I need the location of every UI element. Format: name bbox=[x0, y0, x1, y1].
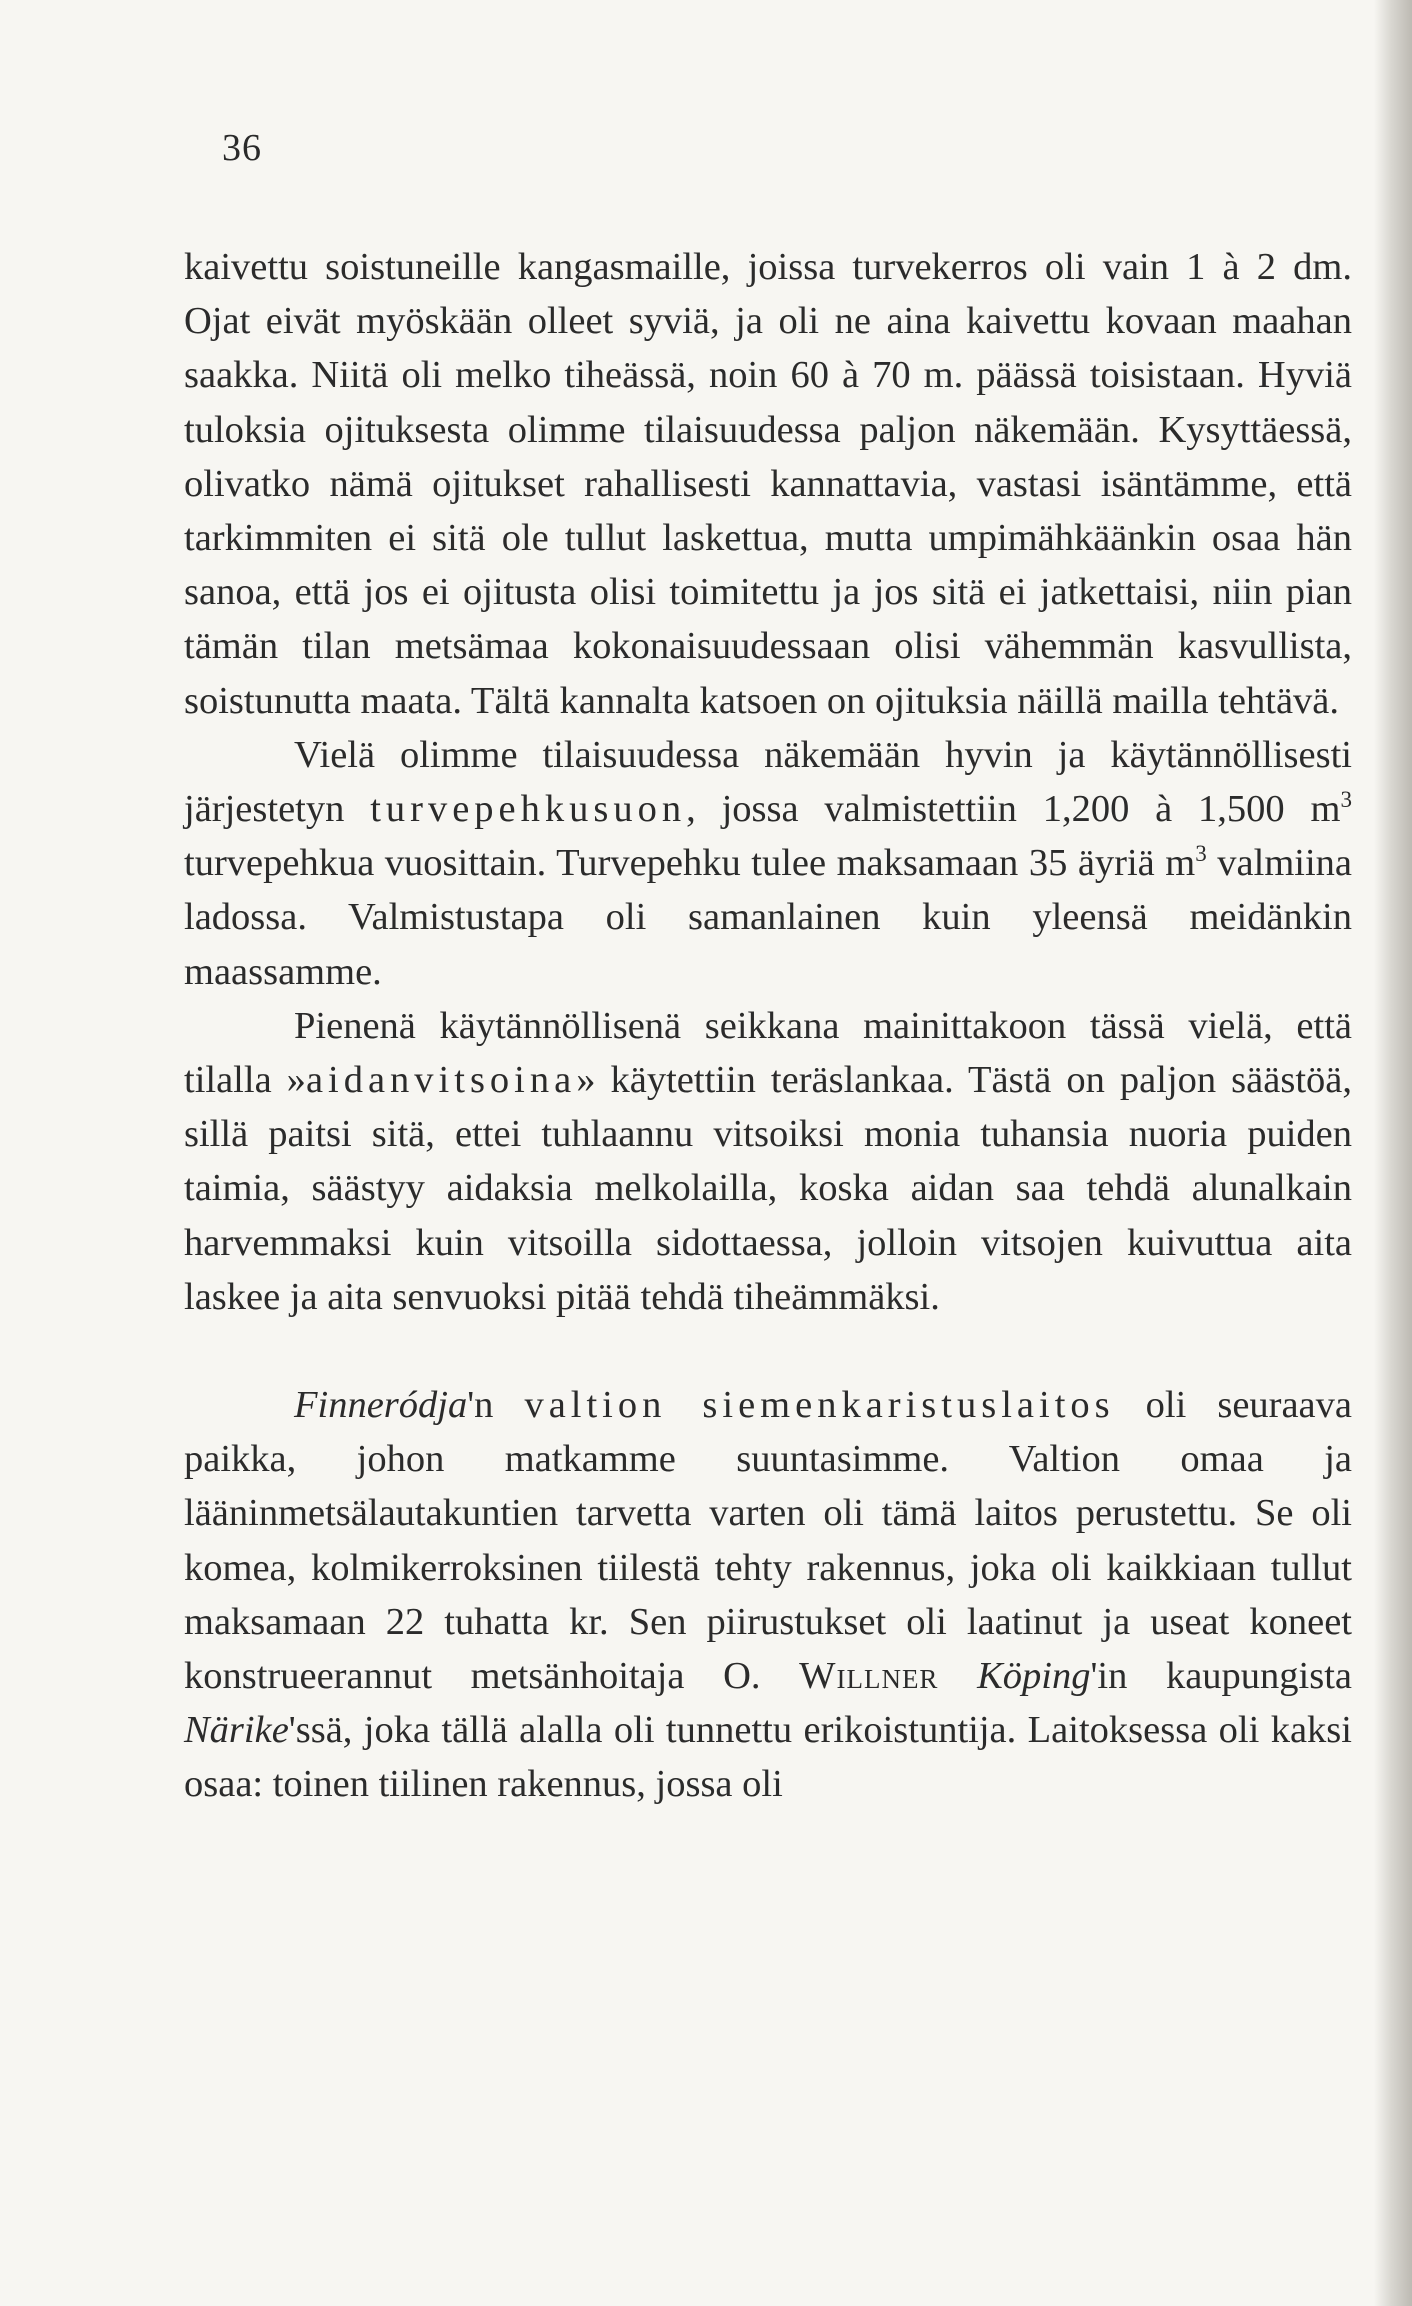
paragraph-2 bbox=[184, 728, 1352, 999]
term-turvepehkusuon: turvepehkusuon bbox=[370, 788, 687, 831]
paragraph-4-text-a: oli seuraava paikka, johon matkamme suuntasimme. Valtion omaa ja lääninmetsälautakuntien tarvetta varten oli tämä laitos perustettu. Se oli komea, kolmikerroksinen tiilestä tehty rakennus, joka oli kaikkiaan tullut maksamaan 22 tuhatta kr. Sen piirustukset oli laatinut ja useat koneet konstrueerannut metsänhoitaja O. bbox=[184, 1384, 1352, 1698]
page-number: 36 bbox=[222, 127, 262, 169]
term-siemenkaristuslaitos: valtion siemenkaristuslaitos bbox=[524, 1384, 1115, 1427]
place-name-finnerodja: Finneródja bbox=[294, 1384, 468, 1427]
person-name-willner: Willner bbox=[799, 1655, 939, 1698]
paragraph-2-text-d: valmiina ladossa. Valmistustapa oli samanlainen kuin yleensä meidänkin maassamme. bbox=[184, 842, 1353, 993]
paragraph-2-text-a: Vielä olimme tilaisuudessa näkemään hyvin ja käytännöllisesti järjestetyn bbox=[184, 733, 1352, 831]
place-name-suffix: 'n bbox=[467, 1384, 525, 1427]
paragraph-2-text-c: turvepehkua vuosittain. Turvepehku tulee maksamaan 35 äyriä m bbox=[184, 842, 1196, 885]
paragraph-gap bbox=[184, 1324, 1352, 1378]
scan-shadow-edge bbox=[1374, 0, 1412, 2306]
place-name-suffix: 'in kaupungista bbox=[1090, 1655, 1353, 1698]
paragraph-4-space bbox=[938, 1655, 977, 1697]
paragraph-4 bbox=[184, 1378, 1352, 1812]
superscript-3: 3 bbox=[1340, 786, 1352, 813]
place-name-narike: Närike bbox=[184, 1709, 289, 1752]
paragraph-1: kaivettu soistuneille kangasmaille, joissa turvekerros oli vain 1 à 2 dm. Ojat eivät myöskään olleet syviä, ja oli ne aina kaivettu kovaan maahan saakka. Niitä oli melko tiheässä, noin 60 à 70 m. päässä toisistaan. Hyviä tuloksia ojituksesta olimme tilaisuudessa paljon näkemään. Kysyttäessä, olivatko nämä ojitukset rahallisesti kannattavia, vastasi isäntämme, että tarkimmiten ei sitä ole tullut laskettua, mutta umpimähkäänkin osaa hän sanoa, että jos ei ojitusta olisi toimitettu ja jos sitä ei jatkettaisi, niin pian tämän tilan metsämaa kokonaisuudessaan olisi vähemmän kasvullista, soistunutta maata. Tältä kannalta katsoen on ojituksia näillä mailla tehtävä. bbox=[184, 246, 1352, 722]
superscript-3: 3 bbox=[1195, 840, 1207, 867]
body-text bbox=[184, 240, 1352, 1812]
place-name-suffix: 'ssä, joka tällä alalla oli tunnettu erikoistuntija. Laitoksessa oli kaksi osaa: toinen tiilinen rakennus, jossa oli bbox=[184, 1709, 1352, 1806]
paragraph-3-text-b: » käytettiin teräslankaa. Tästä on paljon säästöä, sillä paitsi sitä, ettei tuhlaannu vitsoiksi monia tuhansia nuoria puiden taimia, säästyy aidaksia melkolailla, koska aidan saa tehdä alunalkain harvemmaksi kuin vitsoilla sidottaessa, jolloin vitsojen kuivuttua aita laskee ja aita senvuoksi pitää tehdä tiheämmäksi. bbox=[184, 1059, 1352, 1318]
paragraph-3 bbox=[184, 999, 1352, 1324]
place-name-koping: Köping bbox=[977, 1655, 1091, 1698]
paragraph-3-text-a: Pienenä käytännöllisenä seikkana mainittakoon tässä vielä, että tilalla » bbox=[184, 1004, 1352, 1102]
paragraph-2-text-b: , jossa valmistettiin 1,200 à 1,500 m bbox=[686, 788, 1341, 831]
term-aidanvitsoina: aidanvitsoina bbox=[305, 1059, 577, 1102]
